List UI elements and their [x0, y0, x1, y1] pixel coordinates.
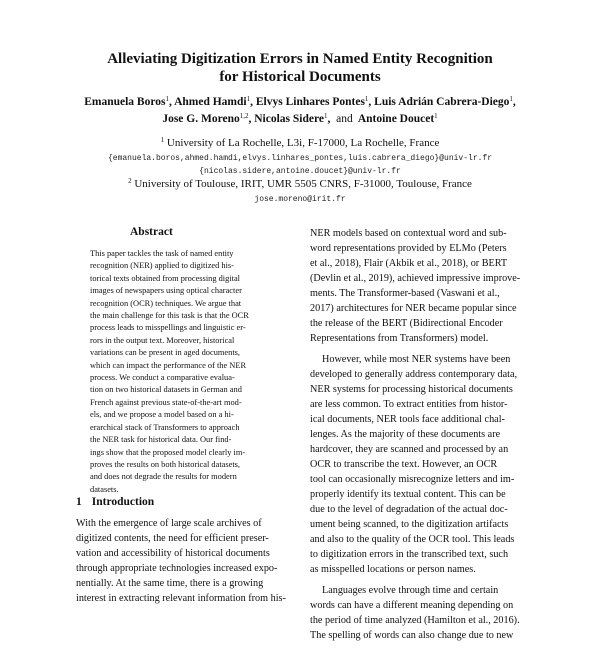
email-line-1: {emanuela.boros,ahmed.hamdi,elvys.linhares_pontes,luis.cabrera_diego}@univ-lr.fr [107, 154, 493, 163]
text-line: rors in the output text. Moreover, historical [90, 335, 235, 345]
text-line: (Devlin et al., 2019), achieved impressive improve- [310, 273, 521, 284]
text-line: properly identify its textual content. This can be [310, 489, 506, 500]
text-line: ings show that the proposed model clearly im- [90, 447, 246, 457]
text-line: variations can be present in aged documents, [90, 348, 241, 358]
text-line: the release of the BERT (Bidirectional Encoder [310, 318, 503, 329]
affiliation-mark: 2 [128, 177, 132, 185]
text-line: digitized contents, the need for efficient preser- [76, 533, 269, 544]
text-line: French against previous state-of-the-art mod- [90, 397, 242, 407]
author-name: Elvys Linhares Pontes [255, 96, 365, 108]
text-line: 2017) architectures for NER became popular since [310, 303, 517, 314]
paragraph-2 [310, 352, 532, 577]
text-line: OCR to transcribe the text. However, an OCR [310, 459, 498, 470]
title-line-2: for Historical Documents [219, 69, 381, 85]
text-line: images of newspapers using optical character [90, 286, 242, 296]
author-name: Jose G. Moreno [162, 113, 240, 125]
text-line: erarchical stack of Transformers to approach [90, 422, 240, 432]
text-line: through appropriate technologies increased expo- [76, 563, 278, 574]
affiliation-2 [0, 178, 600, 190]
text-line: NER models based on contextual word and sub- [310, 228, 507, 239]
text-line: et al., 2018), Flair (Akbik et al., 2018), or BERT [310, 258, 508, 269]
section-title: Introduction [91, 496, 155, 508]
author-affiliation-mark: 1 [364, 95, 369, 103]
text-line: Languages evolve through time and certain [322, 585, 499, 596]
text-line: and also to the quality of the OCR tool. This leads [310, 534, 515, 545]
author-affiliation-mark: 1 [246, 95, 251, 103]
text-line: Representations from Transformers) model. [310, 333, 489, 344]
author-affiliation-mark: 1 [323, 112, 328, 120]
paper-title [0, 50, 600, 86]
and-conjunction: and [336, 113, 353, 125]
author-name: Luis Adrián Cabrera-Diego [374, 96, 510, 108]
text-line: process leads to misspellings and linguistic er- [90, 323, 246, 333]
text-line: vation and accessibility of historical documents [76, 548, 270, 559]
abstract-heading: Abstract [130, 226, 173, 238]
text-line: recognition (NER) applied to digitized his- [90, 261, 234, 271]
author-line-2: Jose G. Moreno$^{1,2}$, Nicolas Sidere$^1$, and Antoine Doucet$^1$ [162, 112, 438, 125]
introduction-body [76, 516, 296, 606]
text-line: The spelling of words can also change due to new [310, 630, 514, 641]
text-line: nentially. At the same time, there is a growing [76, 578, 264, 589]
affiliation-text: University of Toulouse, IRIT, UMR 5505 CNRS, F-31000, Toulouse, France [134, 178, 472, 190]
text-line: ments. The Transformer-based (Vaswani et al., [310, 288, 500, 299]
paragraph-1 [310, 226, 532, 346]
text-line: as misspelled locations or person names. [310, 564, 476, 575]
email-line-2: {nicolas.sidere,antoine.doucet}@univ-lr.fr [199, 167, 401, 176]
text-line: tion on two historical datasets in German and [90, 385, 242, 395]
paragraph-3 [310, 583, 532, 643]
text-line: lenges. As the majority of these documents are [310, 429, 501, 440]
affiliation-1 [0, 137, 600, 149]
text-line: With the emergence of large scale archives of [76, 518, 262, 529]
text-line: However, while most NER systems have been [322, 354, 511, 365]
text-line: to digitization errors in the transcribed text, such [310, 549, 509, 560]
text-line: tool can occasionally misrecognize letters and im- [310, 474, 515, 485]
author-name: Emanuela Boros [84, 96, 166, 108]
author-line-1: Emanuela Boros$^1$, Ahmed Hamdi$^1$, Elvys Linhares Pontes$^1$, Luis Adrián Cabrera-Diego$^1$, [84, 95, 516, 108]
abstract-body [90, 248, 278, 496]
author-name: Nicolas Sidere [254, 113, 324, 125]
section-heading-introduction [76, 496, 154, 508]
title-line-1: Alleviating Digitization Errors in Named Entity Recognition [107, 51, 493, 67]
text-line: datasets. [90, 484, 119, 494]
text-line: words can have a different meaning depending on [310, 600, 514, 611]
email-line-3: jose.moreno@irit.fr [254, 195, 346, 204]
text-line: the main challenge for this task is that the OCR [90, 311, 249, 321]
author-list [0, 94, 600, 128]
author-affiliation-mark: 1,2 [239, 112, 249, 120]
text-line: els, and we propose a model based on a hi- [90, 410, 234, 420]
text-line: the period of time analyzed (Hamilton et al., 2016). [310, 615, 520, 626]
text-line: ical documents, NER tools face additional chal- [310, 414, 505, 425]
author-affiliation-mark: 1 [434, 112, 438, 120]
text-line: proves the results on both historical datasets, [90, 459, 241, 469]
author-affiliation-mark: 1 [165, 95, 169, 103]
right-column [310, 226, 532, 649]
text-line: word representations provided by ELMo (Peters [310, 243, 507, 254]
author-affiliation-mark: 1 [509, 95, 513, 103]
text-line: which can impact the performance of the NER [90, 360, 247, 370]
text-line: and does not degrade the results for modern [90, 472, 237, 482]
text-line: NER systems for processing historical documents [310, 384, 513, 395]
text-line: torical texts obtained from processing digital [90, 273, 241, 283]
text-line: the NER task for historical data. Our find- [90, 435, 232, 445]
text-line: hardcover, they are scanned and processed by an [310, 444, 509, 455]
text-line: are less common. To extract entities from histor- [310, 399, 508, 410]
text-line: This paper tackles the task of named entity [90, 249, 234, 258]
text-line: interest in extracting relevant information from his- [76, 593, 286, 604]
text-line: due to the level of degradation of the actual doc- [310, 504, 508, 515]
affiliation-mark: 1 [160, 136, 165, 144]
author-name: Ahmed Hamdi [174, 96, 247, 108]
affiliation-text: University of La Rochelle, L3i, F-17000, La Rochelle, France [166, 137, 440, 149]
text-line: developed to generally address contemporary data, [310, 369, 518, 380]
section-number: 1 [76, 496, 82, 508]
text-line: process. We conduct a comparative evalua- [90, 373, 235, 383]
text-line: ument being scanned, to the digitization artifacts [310, 519, 509, 530]
text-line: recognition (OCR) techniques. We argue that [90, 298, 242, 308]
author-name: Antoine Doucet [357, 113, 435, 125]
